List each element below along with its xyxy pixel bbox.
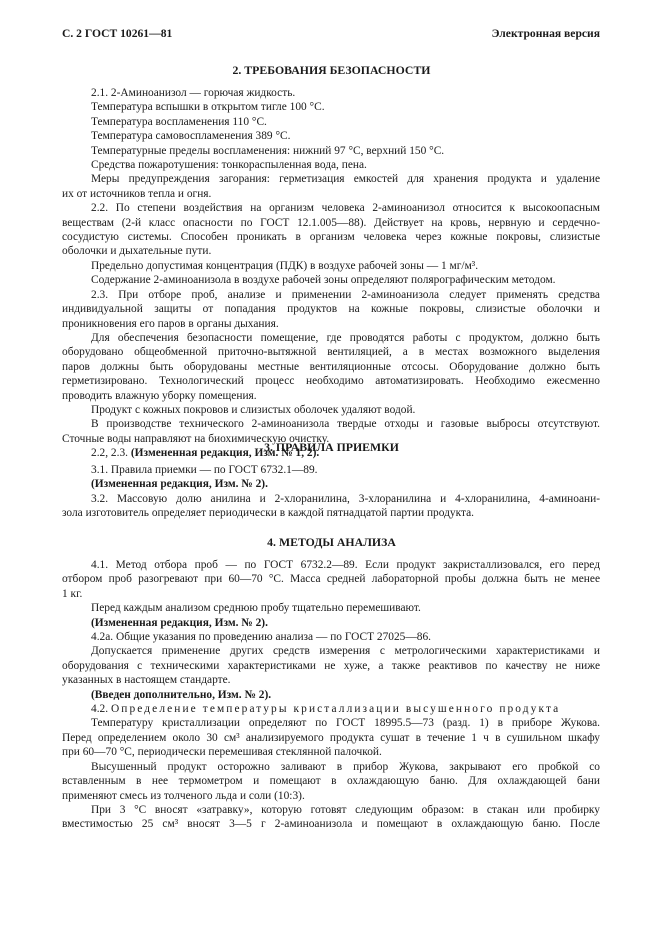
section-2-title: 2. ТРЕБОВАНИЯ БЕЗОПАСНОСТИ — [232, 63, 431, 77]
paragraph-line: проводить влажную уборку помещения. — [62, 389, 257, 402]
paragraph-line: вместимостью 25 см³ вносят 3—5 г 2-аминоанизола и помещают в охлаждающую баню. После — [62, 818, 600, 831]
subsection-number: 4.2. — [91, 703, 109, 716]
paragraph-line: указанных в настоящем стандарте. — [62, 674, 231, 687]
paragraph-line: индивидуальной защиты от попадания продуктов на кожные покровы, слизистые оболочки и — [62, 303, 600, 316]
paragraph-line: Содержание 2-аминоанизола в воздухе рабочей зоны определяют полярографическим методом. — [91, 274, 556, 287]
paragraph-line: 1 кг. — [62, 587, 83, 600]
page-header-right: Электронная версия — [491, 27, 600, 40]
paragraph-line: 3.1. Правила приемки — по ГОСТ 6732.1—89. — [91, 464, 318, 476]
paragraph-line: Перед каждым анализом среднюю пробу тщательно перемешивают. — [91, 602, 421, 615]
paragraph-line: Температурные пределы воспламенения: нижний 97 °С, верхний 150 °С. — [91, 144, 445, 157]
paragraph-line: Средства пожаротушения: тонкораспыленная вода, пена. — [91, 159, 367, 172]
paragraph-line: Предельно допустимая концентрация (ПДК) в воздухе рабочей зоны — 1 мг/м³. — [91, 259, 479, 272]
paragraph-line: их от источников тепла и огня. — [62, 187, 212, 200]
paragraph-line: Температура самовоспламенения 389 °С. — [91, 130, 291, 143]
section-4-title: 4. МЕТОДЫ АНАЛИЗА — [267, 535, 396, 549]
paragraph-line: 4.1. Метод отбора проб — по ГОСТ 6732.2—89. Если продукт закристаллизовался, его перед — [91, 559, 600, 571]
paragraph-line: Меры предупреждения загорания: герметизация емкостей для хранения продукта и удаление — [91, 173, 600, 186]
paragraph-line: Допускается применение других средств измерения с метрологическими характеристиками и — [91, 645, 600, 658]
paragraph-line: 2.3. При отборе проб, анализе и применении 2-аминоанизола следует применять средства — [91, 288, 600, 301]
paragraph-line: вставленным в нее термометром и помещают в охлаждающую баню. Для охлаждающей бани — [62, 775, 600, 788]
paragraph-line: проникновения его паров в органы дыхания. — [62, 317, 279, 330]
section-2-body — [62, 86, 600, 461]
page-header-left: С. 2 ГОСТ 10261—81 — [62, 27, 173, 40]
paragraph-line: паров должны быть оборудованы местные вентиляционные отсосы. Оборудование должно быть — [62, 360, 600, 373]
paragraph-line: сосудистую системы. Способен проникать в организм человека через кожные покровы, слизистые — [62, 231, 600, 244]
paragraph-line: Высушенный продукт осторожно заливают в прибор Жукова, закрывают его пробкой со — [91, 760, 600, 773]
amendment-prefix: 2.2, 2.3. — [91, 447, 129, 460]
paragraph-line: отбором проб разогревают при 60—70 °С. Масса средней лабораторной пробы должна быть не менее — [62, 573, 600, 586]
paragraph-line: веществам (2-й класс опасности по ГОСТ 12.1.005—88). Действует на кровь, нервную и сердечно- — [62, 216, 600, 229]
subsection-heading — [62, 702, 600, 716]
paragraph-line: Продукт с кожных покровов и слизистых оболочек удаляют водой. — [91, 403, 416, 416]
amendment-note: (Введен дополнительно, Изм. № 2). — [91, 688, 272, 701]
paragraph-line: оболочки и дыхательные пути. — [62, 245, 212, 258]
paragraph-line: Для обеспечения безопасности помещение, где проводятся работы с продуктом, должно быть — [91, 331, 600, 344]
paragraph-line: Температура вспышки в открытом тигле 100 °С. — [91, 101, 325, 114]
paragraph-line: Температура воспламенения 110 °С. — [91, 115, 267, 128]
paragraph-line: применяют смесь из толченого льда и соли (10:3). — [62, 789, 305, 802]
section-4-body — [62, 558, 600, 832]
paragraph-line: 3.2. Массовую долю анилина и 2-хлоранилина, 3-хлоранилина и 4-хлоранилина, 4-аминоани- — [91, 492, 600, 505]
paragraph-line: В производстве технического 2-аминоанизола твердые отходы и газовые выбросы отсутствуют. — [91, 418, 600, 431]
amendment-note: (Измененная редакция, Изм. № 2). — [91, 478, 268, 491]
paragraph-line: 2.2. По степени воздействия на организм человека 2-аминоанизол относится к высокоопасным — [91, 202, 600, 215]
paragraph-line: Температуру кристаллизации определяют по ГОСТ 18995.5—73 (разд. 1) в приборе Жукова. — [91, 717, 600, 730]
amendment-note: (Измененная редакция, Изм. № 2). — [91, 616, 268, 629]
paragraph-line: при 60—70 °С, периодически перемешивая стеклянной палочкой. — [62, 746, 382, 759]
paragraph-line: зола изготовитель определяет периодически в каждой пятнадцатой партии продукта. — [62, 507, 474, 520]
paragraph-line: При 3 °С вносят «затравку», которую готовят следующим образом: в стакан или пробирку — [91, 803, 600, 816]
amendment-text: (Измененная редакция, Изм. № 1, 2). — [130, 447, 320, 460]
paragraph-line: герметизировано. Технологический процесс необходимо автоматизировать. Необходимо ежесменно — [62, 375, 600, 388]
section-3-body — [62, 463, 600, 521]
paragraph-line: Сточные воды направляют на биохимическую очистку. — [62, 432, 330, 445]
paragraph-line: 4.2а. Общие указания по проведению анализа — по ГОСТ 27025—86. — [91, 631, 432, 644]
subsection-title: Определение температуры кристаллизации высушенного продукта — [110, 703, 561, 716]
paragraph-line: оборудования с техническими характеристиками не хуже, а также реактивов по качеству не ниже — [62, 659, 600, 672]
section-3-title: 3. ПРАВИЛА ПРИЕМКИ — [264, 440, 399, 454]
paragraph-line: оборудовано общеобменной приточно-вытяжной вентиляцией, а в местах возможного выделения — [62, 346, 600, 359]
paragraph-line: Перед определением около 30 см³ анализируемого продукта сушат в течение 1 ч в сушильном шкафу — [62, 731, 600, 744]
paragraph-line: 2.1. 2-Аминоанизол — горючая жидкость. — [91, 87, 296, 99]
